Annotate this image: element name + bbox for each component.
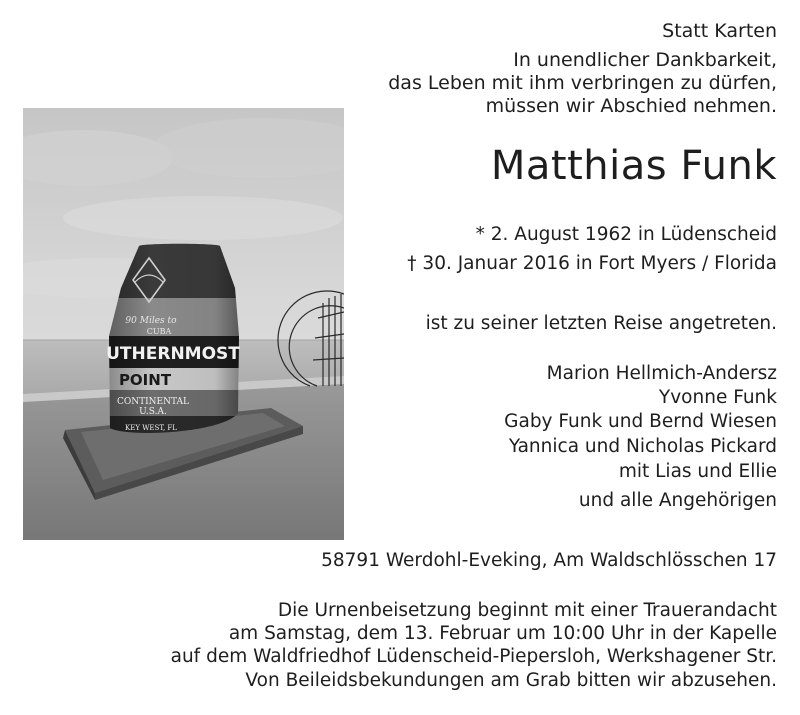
buoy-text: 90 Miles to xyxy=(125,316,177,326)
intro-line-2: das Leben mit ihm verbringen zu dürfen, xyxy=(388,72,777,94)
mourner-name: mit Lias und Ellie xyxy=(618,461,777,482)
buoy-text: POINT xyxy=(118,371,172,389)
death-date: † 30. Januar 2016 in Fort Myers / Florida xyxy=(407,253,777,274)
buoy-text: CUBA xyxy=(146,327,172,336)
buoy-text: U.S.A. xyxy=(139,407,167,417)
funeral-line: Die Urnenbeisetzung beginnt mit einer Trauerandacht xyxy=(277,600,777,621)
statt-karten: Statt Karten xyxy=(662,20,777,42)
mourner-name: Gaby Funk und Bernd Wiesen xyxy=(504,411,777,432)
address: 58791 Werdohl-Eveking, Am Waldschlösschen 17 xyxy=(321,550,777,571)
buoy-text: KEY WEST, FL xyxy=(125,424,177,432)
buoy-text: UTHERNMOST xyxy=(106,344,240,364)
statement: ist zu seiner letzten Reise angetreten. xyxy=(425,313,777,334)
birth-date: * 2. August 1962 in Lüdenscheid xyxy=(475,224,777,245)
buoy-text: CONTINENTAL xyxy=(116,397,190,407)
southernmost-point-photo xyxy=(23,108,344,540)
intro-line-3: müssen wir Abschied nehmen. xyxy=(485,95,777,117)
deceased-name: Matthias Funk xyxy=(490,143,777,189)
funeral-line: auf dem Waldfriedhof Lüdenscheid-Piepersloh, Werkshagener Str. xyxy=(170,646,777,667)
funeral-line: Von Beileidsbekundungen am Grab bitten wir abzusehen. xyxy=(245,670,777,691)
mourner-name: Yannica und Nicholas Pickard xyxy=(508,436,777,457)
intro-line-1: In unendlicher Dankbarkeit, xyxy=(513,49,777,71)
mourner-name: Marion Hellmich-Andersz xyxy=(546,363,777,384)
mourner-name: und alle Angehörigen xyxy=(578,490,777,511)
funeral-line: am Samstag, dem 13. Februar um 10:00 Uhr in der Kapelle xyxy=(228,623,777,644)
mourner-name: Yvonne Funk xyxy=(658,387,777,408)
